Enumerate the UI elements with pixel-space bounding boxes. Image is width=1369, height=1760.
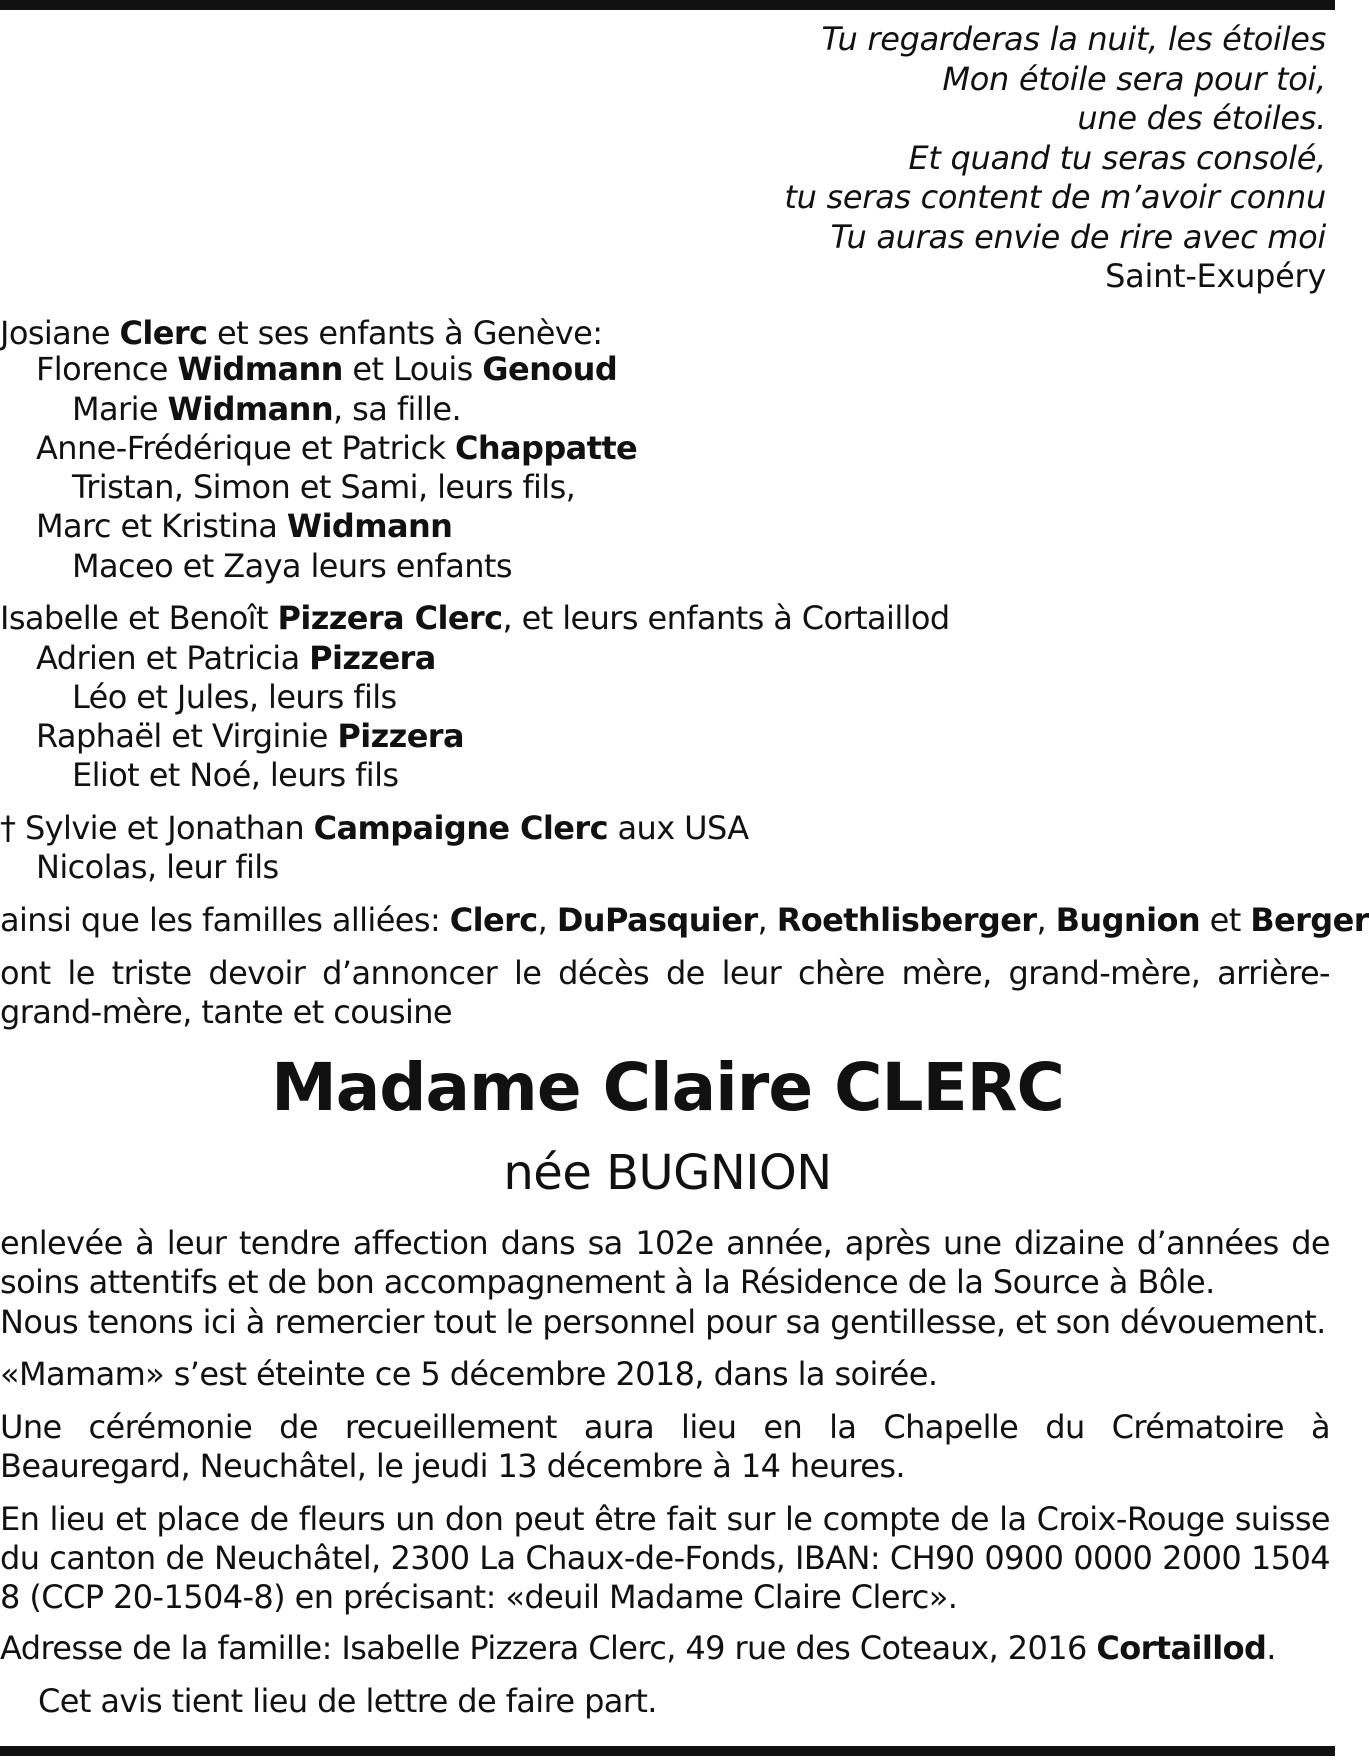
announcement-text: ont le triste devoir d’annoncer le décès de leur chère mère, grand-mère, arrière-grand-mère, tante et cousine <box>0 954 1330 1031</box>
poem-line: Tu regarderas la nuit, les étoiles <box>821 20 1326 58</box>
allied-families-line: ainsi que les familles alliées: Clerc, DuPasquier, Roethlisberger, Bugnion et Berger <box>0 901 1369 939</box>
poem-line: une des étoiles. <box>1077 99 1326 137</box>
family-line: Raphaël et Virginie Pizzera <box>36 717 464 755</box>
top-rule <box>0 0 1335 10</box>
family-line: Maceo et Zaya leurs enfants <box>72 547 512 585</box>
body-paragraph: En lieu et place de fleurs un don peut être fait sur le compte de la Croix-Rouge suisse du canton de Neuchâtel, 2300 La Chaux-de-Fonds, IBAN: CH90 0900 0000 2000 1504 8 (CCP 20-1504-8) en précisant: «deuil Madame Claire Clerc». <box>0 1500 1330 1616</box>
family-address: Adresse de la famille: Isabelle Pizzera Clerc, 49 rue des Coteaux, 2016 Cortaillod. <box>0 1629 1276 1667</box>
body-paragraph: Nous tenons ici à remercier tout le personnel pour sa gentillesse, et son dévouement. <box>0 1303 1326 1341</box>
bottom-rule <box>0 1746 1335 1756</box>
body-paragraph: «Mamam» s’est éteinte ce 5 décembre 2018, dans la soirée. <box>0 1355 938 1393</box>
poem-author: Saint-Exupéry <box>1105 257 1326 295</box>
family-line: Josiane Clerc et ses enfants à Genève: <box>0 314 603 352</box>
closing-note: Cet avis tient lieu de lettre de faire part. <box>38 1682 657 1720</box>
family-line: Marie Widmann, sa fille. <box>72 390 462 428</box>
poem-line: tu seras content de m’avoir connu <box>784 178 1326 216</box>
deceased-name: Madame Claire CLERC <box>271 1049 1064 1126</box>
family-line: Adrien et Patricia Pizzera <box>36 639 436 677</box>
family-line: Marc et Kristina Widmann <box>36 507 453 545</box>
family-line: Florence Widmann et Louis Genoud <box>36 350 618 388</box>
body-paragraph: Une cérémonie de recueillement aura lieu en la Chapelle du Crématoire à Beauregard, Neuchâtel, le jeudi 13 décembre à 14 heures. <box>0 1408 1330 1485</box>
poem-epigraph <box>784 20 1326 297</box>
deceased-birth-name: née BUGNION <box>503 1145 832 1201</box>
poem-line: Et quand tu seras consolé, <box>908 138 1326 177</box>
poem-line: Tu auras envie de rire avec moi <box>830 217 1326 256</box>
poem-line: Mon étoile sera pour toi, <box>942 59 1326 98</box>
family-line: Tristan, Simon et Sami, leurs fils, <box>72 468 576 506</box>
family-line: Nicolas, leur fils <box>36 848 279 886</box>
family-line: Isabelle et Benoît Pizzera Clerc, et leurs enfants à Cortaillod <box>0 599 950 637</box>
family-line: † Sylvie et Jonathan Campaigne Clerc aux USA <box>0 809 749 847</box>
family-line: Eliot et Noé, leurs fils <box>72 756 399 794</box>
family-line: Léo et Jules, leurs fils <box>72 678 397 716</box>
family-line: Anne-Frédérique et Patrick Chappatte <box>36 429 638 467</box>
body-paragraph: enlevée à leur tendre affection dans sa 102e année, après une dizaine d’années de soins attentifs et de bon accompagnement à la Résidence de la Source à Bôle. <box>0 1224 1330 1301</box>
